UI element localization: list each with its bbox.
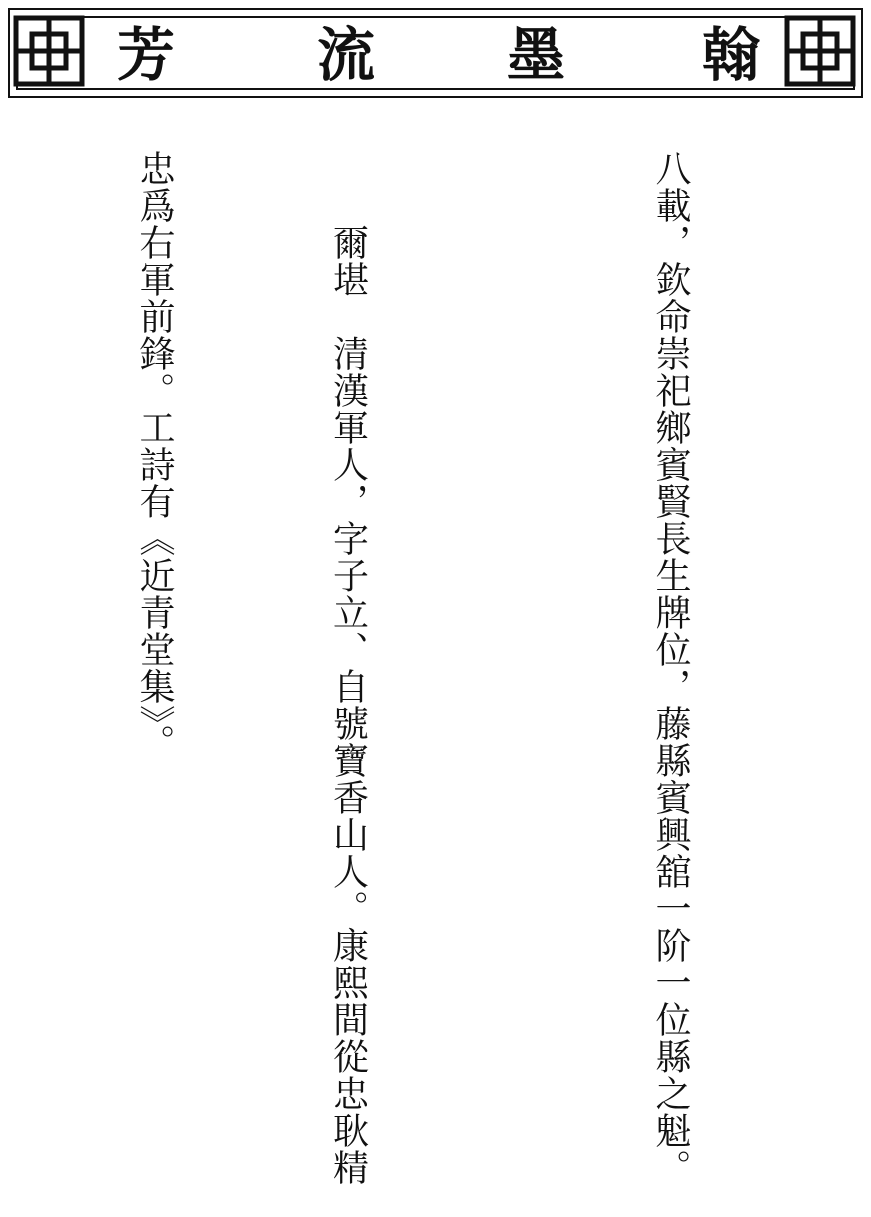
text-column: 忠爲右軍前鋒。工詩有《近青堂集》。 xyxy=(134,150,175,761)
banner-title-char-1: 芳 xyxy=(116,21,175,89)
fret-corner-ornament-left xyxy=(12,14,86,88)
banner-title-char-2: 流 xyxy=(316,21,375,89)
header-banner xyxy=(8,8,863,98)
vertical-body-text xyxy=(41,150,831,1200)
text-column: 八載，欽命崇祀鄉賓賢長生牌位，藤縣賓興舘一阶一位縣之魁。 xyxy=(650,150,691,1186)
text-column: 爾堪 清漢軍人，字子立、自號寶香山人。康熙間從忠耿精 xyxy=(327,150,369,1186)
banner-title-char-3: 墨 xyxy=(506,21,565,89)
banner-title-char-4: 翰 xyxy=(701,21,760,89)
fret-corner-ornament-right xyxy=(783,14,857,88)
